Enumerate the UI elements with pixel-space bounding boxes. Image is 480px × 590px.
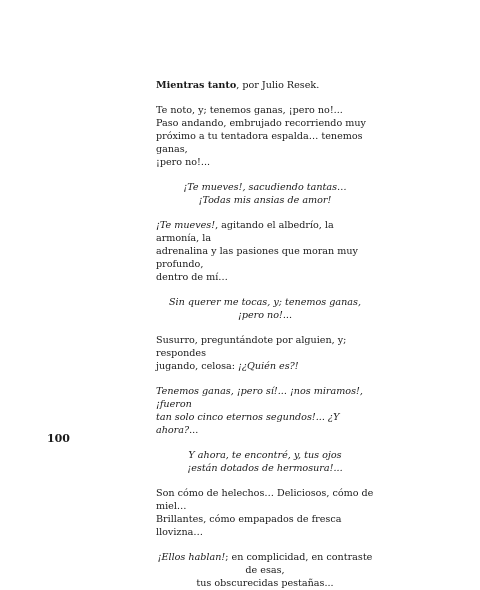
- stanza-4: Sin querer me tocas, y; tenemos ganas, ¡pero no!...: [168, 297, 361, 321]
- stanza-6: Tenemos ganas, ¡pero sí!... ¡nos miramos!, ¡fueron tan solo cinco eternos segundos!... ¿Y ahora?...: [156, 386, 363, 436]
- stanza-7: Y ahora, te encontré, y, tus ojos ¡están dotados de hermosura!...: [187, 450, 343, 474]
- page-number: 100: [47, 432, 70, 445]
- stanza-3: ¡Te mueves!, agitando el albedrío, la armonía, la adrenalina y las pasiones que moran muy profundo, dentro de mí…: [156, 220, 358, 283]
- poem-title: Mientras tanto, por Julio Resek.: [156, 80, 320, 91]
- stanza-9: ¡Ellos hablan!; en complicidad, en contraste de esas, tus obscurecidas pestañas...: [157, 552, 373, 589]
- stanza-8: Son cómo de helechos… Deliciosos, cómo de miel… Brillantes, cómo empapados de fresca llovizna…: [156, 488, 374, 538]
- stanza-2: ¡Te mueves!, sacudiendo tantas… ¡Todas mis ansias de amor!: [183, 182, 347, 206]
- poem-text: [156, 79, 374, 590]
- stanza-5: Susurro, preguntándote por alguien, y; respondes jugando, celosa: ¡¿Quién es?!: [156, 335, 347, 372]
- stanza-1: Te noto, y; tenemos ganas, ¡pero no!... Paso andando, embrujado recorriendo muy próximo a tu tentadora espalda… tenemos ganas, ¡pero no!...: [156, 105, 366, 168]
